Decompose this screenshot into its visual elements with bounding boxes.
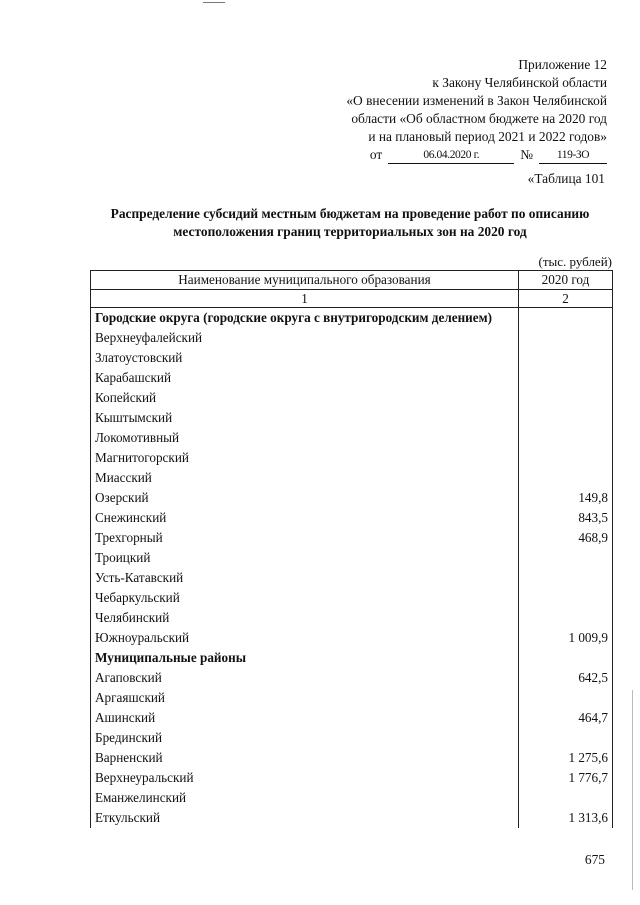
number-label: № <box>520 147 533 162</box>
subsidy-value <box>519 688 613 708</box>
column-number-row <box>91 290 613 308</box>
subsidy-value: 468,9 <box>519 528 613 548</box>
municipality-name: Еткульский <box>91 808 519 828</box>
subsidy-value <box>519 388 613 408</box>
subsidy-value <box>519 328 613 348</box>
subsidy-value: 1 776,7 <box>519 768 613 788</box>
table-row <box>91 748 613 768</box>
table-row <box>91 728 613 748</box>
subsidy-value <box>519 368 613 388</box>
municipality-name: Копейский <box>91 388 519 408</box>
municipality-name: Златоустовский <box>91 348 519 368</box>
municipality-name: Озерский <box>91 488 519 508</box>
table-row <box>91 568 613 588</box>
subsidy-value <box>519 588 613 608</box>
municipality-name: Агаповский <box>91 668 519 688</box>
table-row <box>91 468 613 488</box>
appendix-header <box>267 56 607 164</box>
municipality-name: Ашинский <box>91 708 519 728</box>
table-row <box>91 708 613 728</box>
table-row <box>91 768 613 788</box>
scan-edge <box>632 690 633 890</box>
subsidy-value <box>519 568 613 588</box>
subsidy-value: 642,5 <box>519 668 613 688</box>
municipality-name: Карабашский <box>91 368 519 388</box>
municipality-name: Муниципальные районы <box>91 648 519 668</box>
subsidy-value: 843,5 <box>519 508 613 528</box>
table-row <box>91 368 613 388</box>
header-line: к Закону Челябинской области <box>432 75 607 90</box>
column-header: Наименование муниципального образования <box>91 271 519 290</box>
subsidy-value <box>519 348 613 368</box>
subsidy-value <box>519 448 613 468</box>
column-number: 1 <box>91 290 519 308</box>
subsidy-value <box>519 428 613 448</box>
municipality-name: Еманжелинский <box>91 788 519 808</box>
municipality-name: Локомотивный <box>91 428 519 448</box>
subsidy-value <box>519 308 613 329</box>
document-title <box>80 205 620 241</box>
subsidy-table <box>90 270 613 828</box>
municipality-name: Варненский <box>91 748 519 768</box>
municipality-name: Челябинский <box>91 608 519 628</box>
units-note: (тыс. рублей) <box>538 254 612 269</box>
municipality-name: Верхнеуральский <box>91 768 519 788</box>
municipality-name: Снежинский <box>91 508 519 528</box>
municipality-name: Миасский <box>91 468 519 488</box>
subsidy-value <box>519 608 613 628</box>
title-line: Распределение субсидий местным бюджетам на проведение работ по описанию <box>110 206 590 221</box>
table-row <box>91 348 613 368</box>
table-row <box>91 448 613 468</box>
table-row <box>91 788 613 808</box>
column-number: 2 <box>519 290 613 308</box>
header-line: и на плановый период 2021 и 2022 годов» <box>368 129 607 144</box>
subsidy-value <box>519 788 613 808</box>
table-row <box>91 428 613 448</box>
municipality-name: Аргаяшский <box>91 688 519 708</box>
from-label: от <box>369 147 383 162</box>
subsidy-value: 464,7 <box>519 708 613 728</box>
table-row <box>91 608 613 628</box>
table-row <box>91 388 613 408</box>
subsidy-value <box>519 408 613 428</box>
section-row <box>91 648 613 668</box>
section-row <box>91 308 613 329</box>
scan-mark <box>203 2 225 3</box>
municipality-name: Трехгорный <box>91 528 519 548</box>
subsidy-value <box>519 728 613 748</box>
table-row <box>91 328 613 348</box>
subsidy-value <box>519 468 613 488</box>
header-line: области «Об областном бюджете на 2020 год <box>351 111 607 126</box>
municipality-name: Магнитогорский <box>91 448 519 468</box>
table-row <box>91 808 613 828</box>
page-number: 675 <box>584 852 605 867</box>
table-reference: «Таблица 101 <box>527 171 605 186</box>
table-row <box>91 688 613 708</box>
header-line: «О внесении изменений в Закон Челябинской <box>346 93 607 108</box>
table-row <box>91 488 613 508</box>
municipality-name: Брединский <box>91 728 519 748</box>
municipality-name: Усть-Катавский <box>91 568 519 588</box>
subsidy-value: 1 313,6 <box>519 808 613 828</box>
subsidy-value <box>519 648 613 668</box>
table-row <box>91 588 613 608</box>
municipality-name: Южноуральский <box>91 628 519 648</box>
law-number: 119-ЗО <box>539 148 607 164</box>
table-row <box>91 628 613 648</box>
municipality-name: Кыштымский <box>91 408 519 428</box>
municipality-name: Верхнеуфалейский <box>91 328 519 348</box>
header-line: Приложение 12 <box>518 57 607 72</box>
column-header: 2020 год <box>519 271 613 290</box>
municipality-name: Чебаркульский <box>91 588 519 608</box>
subsidy-value: 149,8 <box>519 488 613 508</box>
table-row <box>91 528 613 548</box>
subsidy-value: 1 009,9 <box>519 628 613 648</box>
municipality-name: Троицкий <box>91 548 519 568</box>
table-row <box>91 508 613 528</box>
law-date-line <box>267 146 607 164</box>
subsidy-value: 1 275,6 <box>519 748 613 768</box>
title-line: местоположения границ территориальных зон на 2020 год <box>173 224 527 239</box>
municipality-name: Городские округа (городские округа с внутригородским делением) <box>91 308 519 329</box>
table-row <box>91 548 613 568</box>
table-row <box>91 408 613 428</box>
subsidy-value <box>519 548 613 568</box>
law-date: 06.04.2020 г. <box>388 148 514 164</box>
table-row <box>91 668 613 688</box>
table-header-row <box>91 271 613 290</box>
